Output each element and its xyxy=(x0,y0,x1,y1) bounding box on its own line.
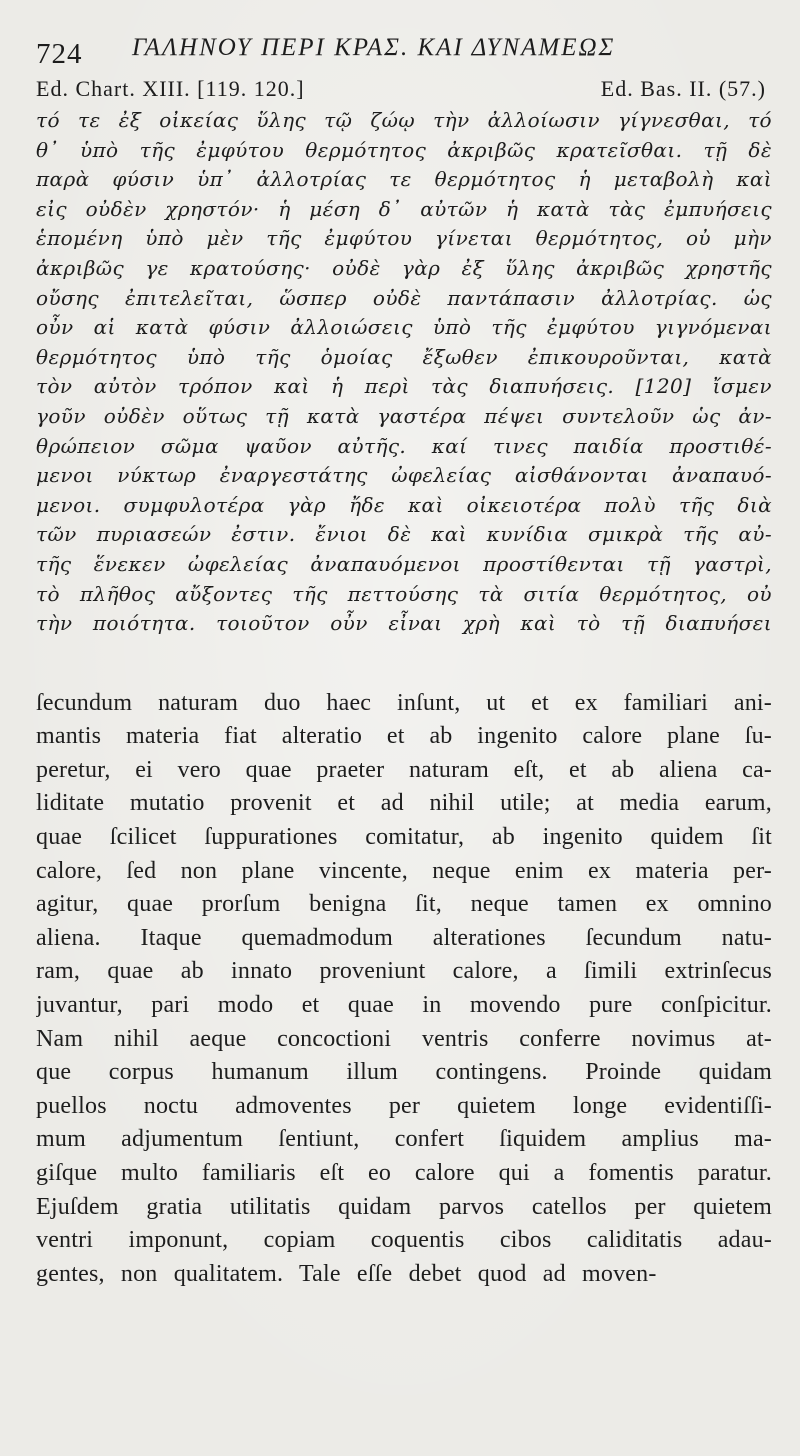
latin-text-line: quae ſcilicet ſuppurationes comitatur, ab ingenito quidem ſit xyxy=(36,824,772,851)
greek-text-line: τῶν πυριασεών ἐστιν. ἔνιοι δὲ καὶ κυνίδια σμικρὰ τῆς αὐ- xyxy=(36,522,772,547)
latin-text-line: calore, ſed non plane vincente, neque enim ex materia per- xyxy=(36,857,772,884)
greek-text-line: μενοι νύκτωρ ἐναργεστάτης ὠφελείας αἰσθάνονται ἀναπαυό- xyxy=(36,463,772,488)
latin-text-line: juvantur, pari modo et quae in movendo pure conſpicitur. xyxy=(36,992,772,1019)
edition-basel-reference: Ed. Bas. II. (57.) xyxy=(600,76,766,101)
latin-text-line: mantis materia fiat alteratio et ab ingenito calore plane ſu- xyxy=(36,723,772,750)
greek-text-line: θ᾽ ὑπὸ τῆς ἐμφύτου θερμότητος ἀκριβῶς κρατεῖσθαι. τῇ δὲ xyxy=(36,137,772,162)
latin-text-line: agitur, quae prorſum benigna ſit, neque tamen ex omnino xyxy=(36,891,772,918)
latin-text-line: peretur, ei vero quae praeter naturam eſt, et ab aliena ca- xyxy=(36,756,772,783)
latin-text-line: Nam nihil aeque concoctioni ventris conferre novimus at- xyxy=(36,1025,772,1052)
latin-text-line: ram, quae ab innato proveniunt calore, a ſimili extrinſecus xyxy=(36,958,772,985)
greek-text-line: θρώπειον σῶμα ψαῦον αὐτῆς. καί τινες παιδία προστιθέ- xyxy=(36,433,772,458)
running-title: ΓΑΛΗΝΟΥ ΠΕΡΙ ΚΡΑΣ. ΚΑΙ ΔΥΝΑΜΕΩΣ xyxy=(132,34,616,61)
latin-text-line: mum adjumentum ſentiunt, confert ſiquidem amplius ma- xyxy=(36,1126,772,1153)
latin-text-line: ventri imponunt, copiam coquentis cibos caliditatis adau- xyxy=(36,1227,772,1254)
greek-text-block xyxy=(36,106,772,639)
greek-text-line: τὸν αὐτὸν τρόπον καὶ ἡ περὶ τὰς διαπυήσεις. [120] ἴσμεν xyxy=(36,374,772,399)
edition-reference-line xyxy=(36,76,772,104)
greek-text-line: οὖν αἱ κατὰ φύσιν ἀλλοιώσεις ὑπὸ τῆς ἐμφύτου γιγνόμεναι xyxy=(36,315,772,340)
section-gap xyxy=(36,639,772,687)
greek-text-line: τῆς ἕνεκεν ὠφελείας ἀναπαυόμενοι προστίθενται τῇ γαστρὶ, xyxy=(36,551,772,576)
edition-chartier-reference: Ed. Chart. XIII. [119. 120.] xyxy=(36,76,305,101)
greek-text-line: εἰς οὐδὲν χρηστόν· ἡ μέση δ᾽ αὐτῶν ἡ κατὰ τὰς ἐμπυήσεις xyxy=(36,196,772,221)
greek-text-line: τό τε ἐξ οἰκείας ὕλης τῷ ζώῳ τὴν ἀλλοίωσιν γίγνεσθαι, τό xyxy=(36,108,772,132)
latin-text-line: giſque multo familiaris eſt eo calore qui a fomentis paratur. xyxy=(36,1160,772,1186)
latin-text-line: aliena. Itaque quemadmodum alterationes ſecundum natu- xyxy=(36,924,772,951)
greek-text-line: παρὰ φύσιν ὑπ᾽ ἀλλοτρίας τε θερμότητος ἡ μεταβολὴ καὶ xyxy=(36,167,772,192)
latin-text-line: Ejuſdem gratia utilitatis quidam parvos catellos per quietem xyxy=(36,1193,772,1220)
latin-text-line: que corpus humanum illum contingens. Proinde quidam xyxy=(36,1059,772,1086)
latin-text-line: puellos noctu admoventes per quietem longe evidentiſſi- xyxy=(36,1092,772,1119)
greek-text-line: ἀκριβῶς γε κρατούσης· οὐδὲ γὰρ ἐξ ὕλης ἀκριβῶς χρηστῆς xyxy=(36,255,772,280)
greek-text-line: οὔσης ἐπιτελεῖται, ὥσπερ οὐδὲ παντάπασιν ἀλλοτρίας. ὡς xyxy=(36,285,772,310)
greek-text-line: γοῦν οὐδὲν οὕτως τῇ κατὰ γαστέρα πέψει συντελοῦν ὡς ἀν- xyxy=(36,403,772,428)
latin-text-line: gentes, non qualitatem. Tale eſſe debet quod ad moven- xyxy=(36,1260,657,1287)
latin-text-line: ſecundum naturam duo haec inſunt, ut et ex familiari ani- xyxy=(36,689,772,716)
greek-text-line: θερμότητος ὑπὸ τῆς ὁμοίας ἔξωθεν ἐπικουροῦνται, κατὰ xyxy=(36,344,772,369)
greek-text-line: ἑπομένη ὑπὸ μὲν τῆς ἐμφύτου γίνεται θερμότητος, οὐ μὴν xyxy=(36,226,772,251)
greek-text-line: τὸ πλῆθος αὔξοντες τῆς πεττούσης τὰ σιτία θερμότητος, οὐ xyxy=(36,581,772,606)
running-head xyxy=(36,30,772,72)
greek-text-line: μενοι. συμφυλοτέρα γὰρ ἤδε καὶ οἰκειοτέρα πολὺ τῆς διὰ xyxy=(36,492,772,517)
latin-text-block xyxy=(36,687,772,1292)
page-number: 724 xyxy=(36,38,83,70)
latin-text-line: liditate mutatio provenit et ad nihil utile; at media earum, xyxy=(36,790,772,817)
greek-text-line: τὴν ποιότητα. τοιοῦτον οὖν εἶναι χρὴ καὶ τὸ τῇ διαπυήσει xyxy=(36,611,772,636)
